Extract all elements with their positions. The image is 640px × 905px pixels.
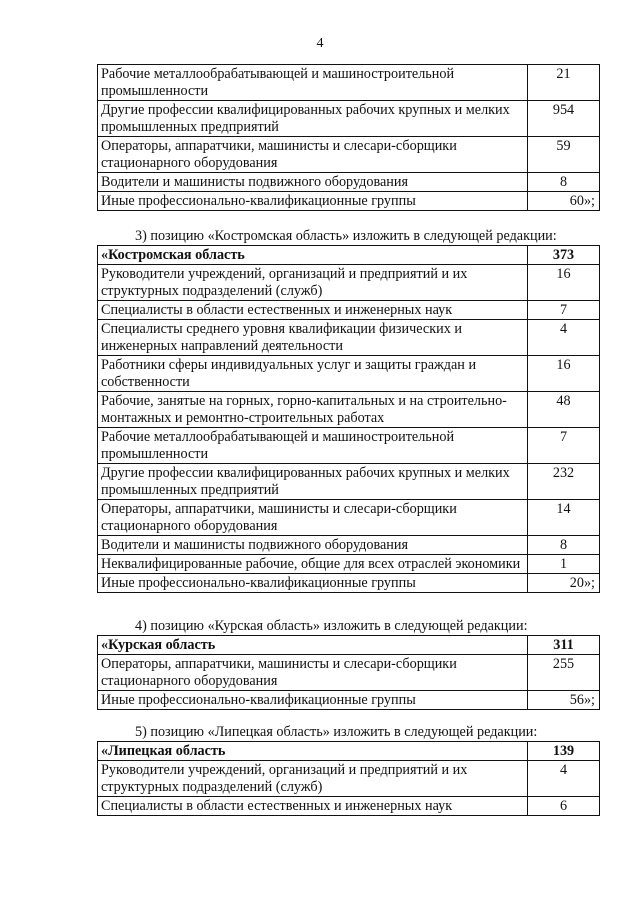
page-number: 4	[316, 36, 324, 51]
table-row	[98, 555, 600, 574]
row-label: Руководители учреждений, организаций и предприятий и их структурных подразделений (служб)	[98, 761, 528, 797]
row-label: Водители и машинисты подвижного оборудования	[98, 536, 528, 555]
row-label: Специалисты среднего уровня квалификации физических и инженерных направлений деятельности	[98, 320, 528, 356]
table-row	[98, 320, 600, 356]
row-label: Руководители учреждений, организаций и предприятий и их структурных подразделений (служб)	[98, 265, 528, 301]
row-value: 16	[528, 356, 600, 392]
table-header-row	[98, 246, 600, 265]
table-row	[98, 691, 600, 710]
row-label: Другие профессии квалифицированных рабочих крупных и мелких промышленных предприятий	[98, 464, 528, 500]
table-row	[98, 101, 600, 137]
row-label: Рабочие металлообрабатывающей и машиностроительной промышленности	[98, 65, 528, 101]
row-value: 4	[528, 320, 600, 356]
table-row	[98, 392, 600, 428]
table-row	[98, 761, 600, 797]
row-value: 255	[528, 655, 600, 691]
row-label: Операторы, аппаратчики, машинисты и слесари-сборщики стационарного оборудования	[98, 137, 528, 173]
row-value: 14	[528, 500, 600, 536]
occupation-table-kostroma	[97, 245, 600, 593]
region-total: 139	[528, 742, 600, 761]
table-row	[98, 500, 600, 536]
table-row	[98, 428, 600, 464]
row-label: Иные профессионально-квалификационные группы	[98, 691, 528, 710]
table-row	[98, 301, 600, 320]
occupation-table-kursk	[97, 635, 600, 710]
row-label: Водители и машинисты подвижного оборудования	[98, 173, 528, 192]
row-value: 20»;	[528, 574, 600, 593]
row-value: 21	[528, 65, 600, 101]
table-row	[98, 574, 600, 593]
table-header-row	[98, 742, 600, 761]
row-label: Операторы, аппаратчики, машинисты и слесари-сборщики стационарного оборудования	[98, 655, 528, 691]
row-label: Операторы, аппаратчики, машинисты и слесари-сборщики стационарного оборудования	[98, 500, 528, 536]
row-value: 8	[528, 536, 600, 555]
row-value: 60»;	[528, 192, 600, 211]
region-name: «Курская область	[98, 636, 528, 655]
row-value: 56»;	[528, 691, 600, 710]
occupation-table-continuation	[97, 64, 600, 211]
row-value: 6	[528, 797, 600, 816]
region-total: 373	[528, 246, 600, 265]
region-name: «Костромская область	[98, 246, 528, 265]
row-value: 1	[528, 555, 600, 574]
row-value: 48	[528, 392, 600, 428]
row-value: 7	[528, 428, 600, 464]
table-row	[98, 536, 600, 555]
row-label: Рабочие, занятые на горных, горно-капитальных и на строительно-монтажных и ремонтно-строительных работах	[98, 392, 528, 428]
occupation-table-lipetsk	[97, 741, 600, 816]
table-row	[98, 655, 600, 691]
instruction-kursk: 4) позицию «Курская область» изложить в следующей редакции:	[135, 618, 528, 634]
row-value: 954	[528, 101, 600, 137]
table-row	[98, 356, 600, 392]
table-row	[98, 265, 600, 301]
table-row	[98, 137, 600, 173]
row-label: Специалисты в области естественных и инженерных наук	[98, 301, 528, 320]
row-label: Иные профессионально-квалификационные группы	[98, 192, 528, 211]
table-row	[98, 65, 600, 101]
region-total: 311	[528, 636, 600, 655]
row-label: Другие профессии квалифицированных рабочих крупных и мелких промышленных предприятий	[98, 101, 528, 137]
table-row	[98, 173, 600, 192]
row-label: Рабочие металлообрабатывающей и машиностроительной промышленности	[98, 428, 528, 464]
row-value: 7	[528, 301, 600, 320]
row-label: Специалисты в области естественных и инженерных наук	[98, 797, 528, 816]
row-value: 8	[528, 173, 600, 192]
row-label: Работники сферы индивидуальных услуг и защиты граждан и собственности	[98, 356, 528, 392]
row-value: 232	[528, 464, 600, 500]
row-value: 59	[528, 137, 600, 173]
table-header-row	[98, 636, 600, 655]
row-value: 16	[528, 265, 600, 301]
row-label: Неквалифицированные рабочие, общие для всех отраслей экономики	[98, 555, 528, 574]
table-row	[98, 192, 600, 211]
region-name: «Липецкая область	[98, 742, 528, 761]
row-label: Иные профессионально-квалификационные группы	[98, 574, 528, 593]
instruction-kostroma: 3) позицию «Костромская область» изложить в следующей редакции:	[135, 228, 557, 244]
table-row	[98, 797, 600, 816]
row-value: 4	[528, 761, 600, 797]
table-row	[98, 464, 600, 500]
instruction-lipetsk: 5) позицию «Липецкая область» изложить в следующей редакции:	[135, 724, 538, 740]
